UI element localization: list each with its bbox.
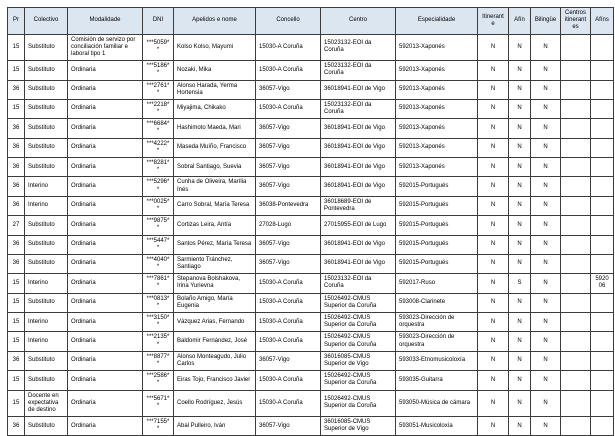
cell-bilingue: N (531, 177, 561, 196)
column-header-colectivo: Colectivo (25, 8, 68, 35)
cell-colectivo: Interino (25, 332, 68, 351)
cell-colectivo: Docente en expectativa de destino (25, 390, 68, 417)
cell-pr: 36 (8, 351, 25, 370)
table-row (8, 138, 614, 157)
cell-bilingue: N (531, 417, 561, 436)
cell-pr: 36 (8, 80, 25, 99)
cell-nome: Carro Sobral, María Teresa (174, 196, 256, 215)
table-row (8, 351, 614, 370)
cell-afins (591, 371, 614, 390)
cell-colectivo: Substituto (25, 119, 68, 138)
cell-afins (591, 119, 614, 138)
cell-modalidade: Ordinaria (68, 80, 143, 99)
cell-especialidade: 593023-Dirección de orquestra (396, 332, 478, 351)
cell-centro: 36018941-EOI de Vigo (321, 254, 396, 273)
cell-modalidade: Ordinaria (68, 390, 143, 417)
cell-pr: 15 (8, 390, 25, 417)
cell-afins (591, 254, 614, 273)
cell-afin: N (509, 313, 531, 332)
cell-bilingue: N (531, 34, 561, 61)
cell-modalidade: Ordinaria (68, 119, 143, 138)
cell-afin: S (509, 274, 531, 293)
table-row (8, 371, 614, 390)
cell-colectivo: Substituto (25, 417, 68, 436)
cell-especialidade: 593051-Musicoloxía (396, 417, 478, 436)
cell-nome: Cunha de Oliveira, Marília Inés (174, 177, 256, 196)
cell-modalidade: Ordinaria (68, 293, 143, 312)
cell-dni: ***8281** (143, 158, 174, 177)
cell-nome: Baldomir Fernández, José (174, 332, 256, 351)
cell-concello: 15030-A Coruña (256, 313, 321, 332)
cell-colectivo: Interino (25, 313, 68, 332)
cell-dni: ***6684** (143, 119, 174, 138)
table-body (8, 34, 614, 436)
cell-bilingue: N (531, 235, 561, 254)
cell-centros_itinerantes (561, 158, 591, 177)
cell-nome: Abal Pulleiro, Iván (174, 417, 256, 436)
cell-especialidade: 592015-Portugués (396, 216, 478, 235)
cell-dni: ***5447** (143, 235, 174, 254)
cell-colectivo: Substituto (25, 351, 68, 370)
cell-itinerante: N (478, 417, 509, 436)
cell-afins (591, 417, 614, 436)
cell-afins (591, 332, 614, 351)
cell-centros_itinerantes (561, 138, 591, 157)
cell-concello: 36057-Vigo (256, 119, 321, 138)
cell-itinerante: N (478, 119, 509, 138)
column-header-bilingue: Bilingüe (531, 8, 561, 35)
cell-bilingue: N (531, 61, 561, 80)
cell-afins (591, 177, 614, 196)
cell-especialidade: 592015-Portugués (396, 196, 478, 215)
cell-modalidade: Ordinaria (68, 158, 143, 177)
cell-concello: 15030-A Coruña (256, 34, 321, 61)
cell-colectivo: Substituto (25, 61, 68, 80)
cell-nome: Vázquez Arias, Fernando (174, 313, 256, 332)
cell-afins (591, 99, 614, 118)
cell-nome: Alonso Monteagudo, Julio Carlos (174, 351, 256, 370)
cell-bilingue: N (531, 158, 561, 177)
cell-itinerante: N (478, 390, 509, 417)
cell-afin: N (509, 332, 531, 351)
cell-nome: Santos Pérez, María Teresa (174, 235, 256, 254)
cell-concello: 36038-Pontevedra (256, 196, 321, 215)
cell-pr: 36 (8, 254, 25, 273)
cell-concello: 36057-Vigo (256, 177, 321, 196)
cell-nome: Cortizas Leira, Antía (174, 216, 256, 235)
cell-especialidade: 592013-Xaponés (396, 61, 478, 80)
cell-pr: 15 (8, 332, 25, 351)
cell-colectivo: Interino (25, 196, 68, 215)
table-row (8, 293, 614, 312)
cell-afins (591, 158, 614, 177)
cell-centro: 36018941-EOI de Vigo (321, 138, 396, 157)
cell-concello: 15030-A Coruña (256, 332, 321, 351)
cell-itinerante: N (478, 196, 509, 215)
table-row (8, 274, 614, 293)
cell-colectivo: Substituto (25, 80, 68, 99)
cell-itinerante: N (478, 274, 509, 293)
cell-concello: 15030-A Coruña (256, 99, 321, 118)
cell-afin: N (509, 351, 531, 370)
cell-colectivo: Substituto (25, 254, 68, 273)
cell-concello: 15030-A Coruña (256, 390, 321, 417)
cell-modalidade: Ordinaria (68, 99, 143, 118)
cell-concello: 36057-Vigo (256, 138, 321, 157)
cell-modalidade: Ordinaria (68, 274, 143, 293)
cell-pr: 36 (8, 417, 25, 436)
cell-afin: N (509, 390, 531, 417)
cell-afins (591, 80, 614, 99)
cell-afins (591, 34, 614, 61)
cell-centros_itinerantes (561, 99, 591, 118)
cell-modalidade: Ordinaria (68, 417, 143, 436)
cell-bilingue: N (531, 196, 561, 215)
cell-dni: ***0025** (143, 196, 174, 215)
cell-dni: ***2218** (143, 99, 174, 118)
cell-pr: 15 (8, 61, 25, 80)
cell-afin: N (509, 293, 531, 312)
cell-afin: N (509, 158, 531, 177)
table-row (8, 158, 614, 177)
cell-especialidade: 592015-Portugués (396, 235, 478, 254)
cell-afins (591, 313, 614, 332)
cell-dni: ***7861** (143, 274, 174, 293)
table-row (8, 34, 614, 61)
cell-centro: 36016085-CMUS Superior de Vigo (321, 351, 396, 370)
column-header-concello: Concello (256, 8, 321, 35)
cell-centros_itinerantes (561, 235, 591, 254)
cell-nome: Hashimoto Maeda, Mari (174, 119, 256, 138)
cell-pr: 15 (8, 274, 25, 293)
cell-afin: N (509, 99, 531, 118)
cell-dni: ***8877** (143, 351, 174, 370)
cell-modalidade: Ordinaria (68, 216, 143, 235)
cell-dni: ***5296** (143, 177, 174, 196)
cell-itinerante: N (478, 351, 509, 370)
cell-bilingue: N (531, 254, 561, 273)
table-header (8, 8, 614, 35)
cell-modalidade: Ordinaria (68, 254, 143, 273)
cell-especialidade: 592013-Xaponés (396, 119, 478, 138)
cell-itinerante: N (478, 332, 509, 351)
cell-concello: 15030-A Coruña (256, 371, 321, 390)
cell-nome: Miyajima, Chikako (174, 99, 256, 118)
cell-centro: 27015955-EOI de Lugo (321, 216, 396, 235)
cell-dni: ***2761** (143, 80, 174, 99)
cell-centros_itinerantes (561, 34, 591, 61)
cell-itinerante: N (478, 158, 509, 177)
cell-centro: 36018941-EOI de Vigo (321, 80, 396, 99)
cell-centro: 36018689-EOI de Pontevedra (321, 196, 396, 215)
table-row (8, 235, 614, 254)
cell-centro: 15023132-EOI da Coruña (321, 274, 396, 293)
cell-itinerante: N (478, 371, 509, 390)
cell-dni: ***5186** (143, 61, 174, 80)
cell-centros_itinerantes (561, 119, 591, 138)
cell-concello: 36057-Vigo (256, 235, 321, 254)
cell-centros_itinerantes (561, 80, 591, 99)
cell-afin: N (509, 177, 531, 196)
table-row (8, 119, 614, 138)
cell-especialidade: 593035-Guitarra (396, 371, 478, 390)
cell-especialidade: 592013-Xaponés (396, 99, 478, 118)
cell-pr: 27 (8, 216, 25, 235)
cell-colectivo: Substituto (25, 216, 68, 235)
cell-nome: Kolso Kolso, Mayumi (174, 34, 256, 61)
cell-modalidade: Ordinaria (68, 351, 143, 370)
column-header-pr: Pr (8, 8, 25, 35)
cell-centros_itinerantes (561, 371, 591, 390)
cell-pr: 36 (8, 177, 25, 196)
cell-itinerante: N (478, 216, 509, 235)
cell-concello: 36057-Vigo (256, 158, 321, 177)
cell-itinerante: N (478, 235, 509, 254)
cell-bilingue: N (531, 119, 561, 138)
cell-modalidade: Ordinaria (68, 235, 143, 254)
column-header-centros_itinerantes: Centros itinerantes (561, 8, 591, 35)
cell-nome: Sobral Santiago, Suevia (174, 158, 256, 177)
cell-modalidade: Comisión de servizo por conciliación familiar e laboral tipo 1 (68, 34, 143, 61)
cell-pr: 36 (8, 119, 25, 138)
cell-centro: 36018941-EOI de Vigo (321, 177, 396, 196)
table-row (8, 417, 614, 436)
table-row (8, 216, 614, 235)
cell-afins (591, 196, 614, 215)
cell-concello: 36057-Vigo (256, 254, 321, 273)
cell-centro: 15023132-EOI da Coruña (321, 34, 396, 61)
cell-itinerante: N (478, 293, 509, 312)
cell-colectivo: Substituto (25, 158, 68, 177)
cell-colectivo: Substituto (25, 99, 68, 118)
cell-centros_itinerantes (561, 417, 591, 436)
cell-bilingue: N (531, 80, 561, 99)
cell-concello: 15030-A Coruña (256, 293, 321, 312)
cell-centros_itinerantes (561, 274, 591, 293)
cell-nome: Maseda Muíño, Francisco (174, 138, 256, 157)
cell-modalidade: Ordinaria (68, 196, 143, 215)
cell-centro: 36018941-EOI de Vigo (321, 235, 396, 254)
cell-centro: 36018941-EOI de Vigo (321, 119, 396, 138)
cell-itinerante: N (478, 80, 509, 99)
cell-especialidade: 593023-Dirección de orquestra (396, 313, 478, 332)
cell-centro: 15026492-CMUS Superior da Coruña (321, 293, 396, 312)
cell-bilingue: N (531, 293, 561, 312)
cell-centros_itinerantes (561, 216, 591, 235)
cell-afin: N (509, 138, 531, 157)
cell-pr: 15 (8, 371, 25, 390)
cell-afins: 592006 (591, 274, 614, 293)
table-row (8, 313, 614, 332)
cell-dni: ***0813** (143, 293, 174, 312)
cell-especialidade: 593033-Etnomusicoloxía (396, 351, 478, 370)
cell-afins (591, 216, 614, 235)
cell-centro: 36016085-CMUS Superior de Vigo (321, 417, 396, 436)
cell-centro: 15026492-CMUS Superior da Coruña (321, 390, 396, 417)
cell-centros_itinerantes (561, 293, 591, 312)
cell-centros_itinerantes (561, 196, 591, 215)
cell-especialidade: 593008-Clarinete (396, 293, 478, 312)
cell-bilingue: N (531, 216, 561, 235)
cell-especialidade: 593050-Música de cámara (396, 390, 478, 417)
cell-pr: 15 (8, 34, 25, 61)
cell-itinerante: N (478, 61, 509, 80)
cell-bilingue: N (531, 99, 561, 118)
table-row (8, 177, 614, 196)
cell-especialidade: 592013-Xaponés (396, 158, 478, 177)
cell-itinerante: N (478, 313, 509, 332)
cell-nome: Sarmiento Tránchez, Santiago (174, 254, 256, 273)
cell-colectivo: Substituto (25, 293, 68, 312)
cell-centro: 36018941-EOI de Vigo (321, 158, 396, 177)
cell-nome: Alonso Harada, Yerma Hortensia (174, 80, 256, 99)
cell-bilingue: N (531, 371, 561, 390)
cell-modalidade: Ordinaria (68, 371, 143, 390)
cell-pr: 36 (8, 196, 25, 215)
table-row (8, 80, 614, 99)
cell-dni: ***5059** (143, 34, 174, 61)
cell-modalidade: Ordinaria (68, 177, 143, 196)
cell-itinerante: N (478, 254, 509, 273)
cell-centro: 15026492-CMUS Superior da Coruña (321, 371, 396, 390)
cell-pr: 36 (8, 138, 25, 157)
column-header-itinerante: Itinerante (478, 8, 509, 35)
cell-modalidade: Ordinaria (68, 313, 143, 332)
cell-centro: 15026492-CMUS Superior da Coruña (321, 332, 396, 351)
cell-dni: ***5671** (143, 390, 174, 417)
table-row (8, 196, 614, 215)
cell-itinerante: N (478, 177, 509, 196)
column-header-especialidade: Especialidade (396, 8, 478, 35)
cell-dni: ***2586** (143, 371, 174, 390)
cell-afin: N (509, 417, 531, 436)
cell-concello: 36057-Vigo (256, 80, 321, 99)
cell-afin: N (509, 61, 531, 80)
cell-afins (591, 61, 614, 80)
table-row (8, 61, 614, 80)
cell-concello: 15030-A Coruña (256, 61, 321, 80)
cell-concello: 27028-Lugo (256, 216, 321, 235)
cell-nome: Stepanova Bolshakova, Irina Yurievna (174, 274, 256, 293)
cell-nome: Coello Rodríguez, Jesús (174, 390, 256, 417)
cell-centros_itinerantes (561, 177, 591, 196)
cell-pr: 36 (8, 158, 25, 177)
cell-itinerante: N (478, 138, 509, 157)
table-row (8, 332, 614, 351)
cell-colectivo: Substituto (25, 235, 68, 254)
cell-colectivo: Substituto (25, 34, 68, 61)
cell-pr: 15 (8, 313, 25, 332)
cell-centros_itinerantes (561, 332, 591, 351)
cell-dni: ***3150** (143, 313, 174, 332)
cell-dni: ***7155** (143, 417, 174, 436)
cell-centro: 15023132-EOI da Coruña (321, 99, 396, 118)
table-row (8, 99, 614, 118)
cell-especialidade: 592013-Xaponés (396, 138, 478, 157)
cell-especialidade: 592013-Xaponés (396, 80, 478, 99)
cell-centros_itinerantes (561, 61, 591, 80)
cell-afins (591, 390, 614, 417)
header-row (8, 8, 614, 35)
cell-bilingue: N (531, 138, 561, 157)
cell-concello: 36057-Vigo (256, 417, 321, 436)
cell-centros_itinerantes (561, 313, 591, 332)
cell-modalidade: Ordinaria (68, 138, 143, 157)
cell-itinerante: N (478, 99, 509, 118)
cell-bilingue: N (531, 332, 561, 351)
cell-afin: N (509, 196, 531, 215)
cell-dni: ***2135** (143, 332, 174, 351)
cell-dni: ***4040** (143, 254, 174, 273)
cell-colectivo: Substituto (25, 371, 68, 390)
cell-colectivo: Substituto (25, 138, 68, 157)
cell-afin: N (509, 371, 531, 390)
cell-bilingue: N (531, 351, 561, 370)
cell-modalidade: Ordinaria (68, 332, 143, 351)
cell-afin: N (509, 254, 531, 273)
cell-afin: N (509, 80, 531, 99)
cell-afins (591, 293, 614, 312)
cell-afin: N (509, 216, 531, 235)
cell-itinerante: N (478, 34, 509, 61)
cell-pr: 36 (8, 235, 25, 254)
column-header-centro: Centro (321, 8, 396, 35)
cell-pr: 15 (8, 99, 25, 118)
cell-nome: Bolaño Amigo, María Eugenia (174, 293, 256, 312)
cell-afin: N (509, 235, 531, 254)
cell-dni: ***9875** (143, 216, 174, 235)
cell-centros_itinerantes (561, 351, 591, 370)
cell-afin: N (509, 34, 531, 61)
cell-centros_itinerantes (561, 254, 591, 273)
cell-bilingue: N (531, 313, 561, 332)
column-header-modalidade: Modalidade (68, 8, 143, 35)
cell-afins (591, 235, 614, 254)
cell-pr: 15 (8, 293, 25, 312)
cell-colectivo: Interino (25, 274, 68, 293)
cell-especialidade: 592015-Portugués (396, 177, 478, 196)
table-row (8, 390, 614, 417)
cell-especialidade: 592013-Xaponés (396, 34, 478, 61)
column-header-afins: Afíns (591, 8, 614, 35)
cell-especialidade: 592015-Portugués (396, 254, 478, 273)
cell-dni: ***4222** (143, 138, 174, 157)
cell-centros_itinerantes (561, 390, 591, 417)
cell-bilingue: N (531, 274, 561, 293)
table-row (8, 254, 614, 273)
cell-afins (591, 351, 614, 370)
column-header-afin: Afín (509, 8, 531, 35)
cell-bilingue: N (531, 390, 561, 417)
cell-nome: Eiras Tojo, Francisco Javier (174, 371, 256, 390)
cell-centro: 15023132-EOI da Coruña (321, 61, 396, 80)
cell-afins (591, 138, 614, 157)
cell-concello: 36057-Vigo (256, 351, 321, 370)
cell-nome: Nozaki, Mika (174, 61, 256, 80)
cell-especialidade: 592017-Ruso (396, 274, 478, 293)
column-header-nome: Apelidos e nome (174, 8, 256, 35)
cell-centro: 15026492-CMUS Superior da Coruña (321, 313, 396, 332)
column-header-dni: DNI (143, 8, 174, 35)
cell-modalidade: Ordinaria (68, 61, 143, 80)
cell-colectivo: Interino (25, 177, 68, 196)
cell-concello: 15030-A Coruña (256, 274, 321, 293)
staff-table (7, 7, 614, 436)
cell-afin: N (509, 119, 531, 138)
